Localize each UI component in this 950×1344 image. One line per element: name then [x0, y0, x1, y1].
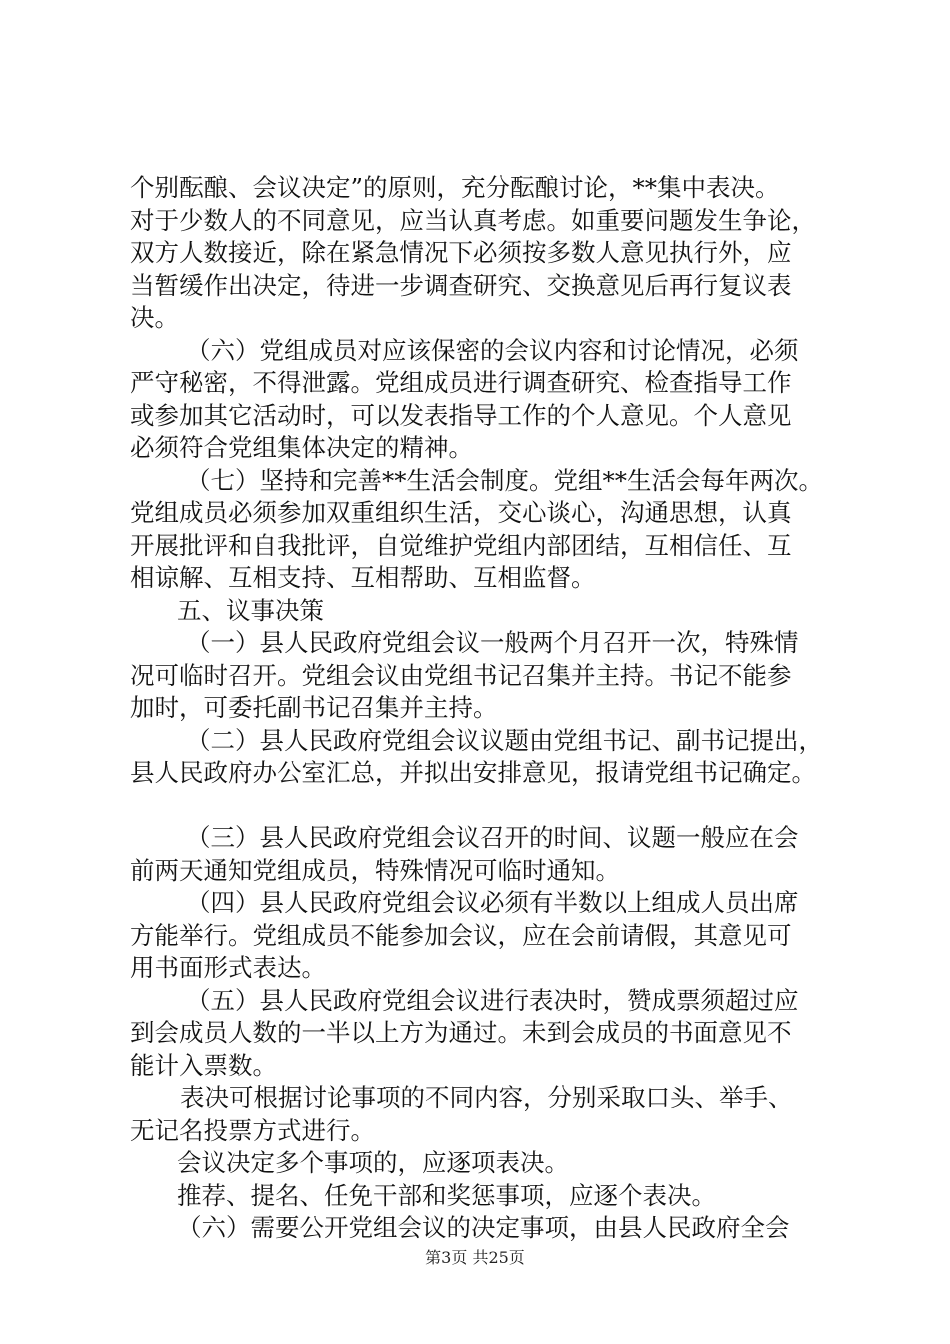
text-line: 县人民政府办公室汇总，并拟出安排意见，报请党组书记确定。 [130, 758, 816, 787]
text-line: 加时，可委托副书记召集并主持。 [130, 693, 498, 722]
page-number-footer: 第3页 共25页 [425, 1248, 525, 1267]
text-line: 个别酝酿、会议决定”的原则，充分酝酿讨论，**集中表决。 [130, 173, 780, 202]
text-line: 双方人数接近，除在紧急情况下必须按多数人意见执行外，应 [130, 238, 792, 267]
text-line: 党组成员必须参加双重组织生活，交心谈心，沟通思想，认真 [130, 498, 792, 527]
paragraph-first-line: （五）县人民政府党组会议进行表决时，赞成票须超过应 [186, 986, 799, 1015]
paragraph-first-line: （七）坚持和完善**生活会制度。党组**生活会每年两次。 [186, 466, 823, 495]
paragraph-first-line: （一）县人民政府党组会议一般两个月召开一次，特殊情 [186, 628, 799, 657]
paragraph-line: 会议决定多个事项的，应逐项表决。 [177, 1148, 569, 1177]
text-line: 况可临时召开。党组会议由党组书记召集并主持。书记不能参 [130, 661, 792, 690]
text-line: 无记名投票方式进行。 [130, 1116, 375, 1145]
text-line: 开展批评和自我批评，自觉维护党组内部团结，互相信任、互 [130, 531, 792, 560]
paragraph-first-line: （三）县人民政府党组会议召开的时间、议题一般应在会 [186, 823, 799, 852]
paragraph-first-line: 表决可根据讨论事项的不同内容，分别采取口头、举手、 [180, 1083, 793, 1112]
text-line: 方能举行。党组成员不能参加会议，应在会前请假，其意见可 [130, 921, 792, 950]
text-line: 必须符合党组集体决定的精神。 [130, 433, 473, 462]
section-heading: 五、议事决策 [177, 596, 324, 625]
paragraph-line: 推荐、提名、任免干部和奖惩事项，应逐个表决。 [177, 1181, 716, 1210]
text-line: 相谅解、互相支持、互相帮助、互相监督。 [130, 563, 596, 592]
text-line: 到会成员人数的一半以上方为通过。未到会成员的书面意见不 [130, 1018, 792, 1047]
text-line: 或参加其它活动时，可以发表指导工作的个人意见。个人意见 [130, 401, 792, 430]
text-line: 能计入票数。 [130, 1051, 277, 1080]
text-line: 前两天通知党组成员，特殊情况可临时通知。 [130, 856, 620, 885]
paragraph-first-line: （四）县人民政府党组会议必须有半数以上组成人员出席 [186, 888, 799, 917]
paragraph-first-line: （六）需要公开党组会议的决定事项，由县人民政府全会 [177, 1213, 790, 1242]
text-line: 对于少数人的不同意见，应当认真考虑。如重要问题发生争论， [130, 206, 816, 235]
text-line: 用书面形式表达。 [130, 953, 326, 982]
paragraph-first-line: （二）县人民政府党组会议议题由党组书记、副书记提出， [186, 726, 823, 755]
text-line: 当暂缓作出决定，待进一步调查研究、交换意见后再行复议表 [130, 271, 792, 300]
text-line: 严守秘密，不得泄露。党组成员进行调查研究、检查指导工作 [130, 368, 792, 397]
text-line: 决。 [130, 303, 179, 332]
paragraph-first-line: （六）党组成员对应该保密的会议内容和讨论情况，必须 [186, 336, 799, 365]
